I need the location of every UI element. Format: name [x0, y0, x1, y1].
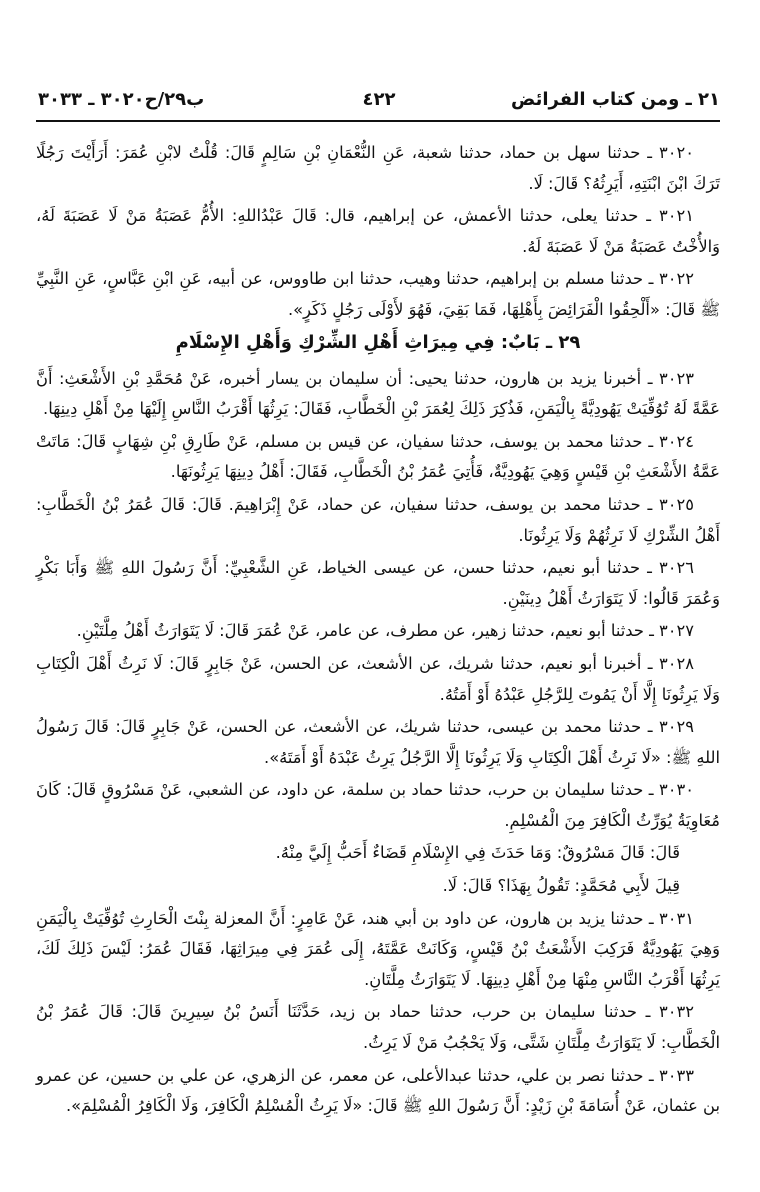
- hadith-3023: ٣٠٢٣ ـ أخبرنا يزيد بن هارون، حدثنا يحيى: أن سليمان بن يسار أخبره، عَنْ مُحَمَّدِ بْنِ الأَشْعَثِ: أَنَّ عَمَّةً لَهُ تُوُفِّيَتْ يَهُودِيَّةً بِالْيَمَنِ، فَذُكِرَ ذَلِكَ لِعُمَرَ بْنِ الْخَطَّابِ، فَقَالَ: يَرِثُهَا أَقْرَبُ النَّاسِ إِلَيْهَا مِنْ أَهْلِ دِينِهَا.: [36, 368, 720, 419]
- page-header: [38, 84, 720, 114]
- header-rule: [36, 120, 720, 122]
- chapter-title: ٢٩ ـ بَابٌ: فِي مِيرَاثِ أَهْلِ الشِّرْكِ وَأَهْلِ الإِسْلَامِ: [175, 331, 581, 353]
- hadith-3027: ٣٠٢٧ ـ حدثنا أبو نعيم، حدثنا زهير، عن مطرف، عن عامر، عَنْ عُمَرَ قَالَ: لَا يَتَوَارَثُ أَهْلُ مِلَّتَيْنِ.: [76, 621, 694, 641]
- hadith-3020: ٣٠٢٠ ـ حدثنا سهل بن حماد، حدثنا شعبة، عَنِ النُّعْمَانِ بْنِ سَالِمٍ قَالَ: قُلْتُ لابْنِ عُمَرَ: أَرَأَيْتَ رَجُلًا تَرَكَ ابْنَ ابْنَتِهِ، أَيَرِثُهُ؟ قَالَ: لَا.: [36, 143, 720, 193]
- hadith-3026: ٣٠٢٦ ـ حدثنا أبو نعيم، حدثنا حسن، عن عيسى الخياط، عَنِ الشَّعْبِيِّ: أَنَّ رَسُولَ اللهِ ﷺ وَأَبَا بَكْرٍ وَعُمَرَ قَالُوا: لَا يَتَوَارَثُ أَهْلُ دِينَيْنِ.: [36, 558, 720, 608]
- page-number: ٤٢٢: [362, 88, 396, 110]
- hadith-3031: ٣٠٣١ ـ حدثنا يزيد بن هارون، عن داود بن أبي هند، عَنْ عَامِرٍ: أَنَّ المعزلة بِنْتَ الْحَارِثِ تُوُفِّيَتْ بِالْيَمَنِ وَهِيَ يَهُودِيَّةٌ فَرَكِبَ الأَشْعَثُ بْنُ قَيْسٍ، وَكَانَتْ عَمَّتَهُ، إِلَى عُمَرَ فِي مِيرَاثِهَا، فَقَالَ عُمَرُ: لَيْسَ ذَلِكَ لَكَ، يَرِثُهَا أَقْرَبُ النَّاسِ مِنْهَا مِنْ أَهْلِ دِينِهَا. لَا يَتَوَارَثُ مِلَّتَانِ.: [36, 908, 720, 989]
- hadith-3022: ٣٠٢٢ ـ حدثنا مسلم بن إبراهيم، حدثنا وهيب، حدثنا ابن طاووس، عن أبيه، عَنِ ابْنِ عَبَّاسٍ، عَنِ النَّبِيِّ ﷺ قَالَ: «أَلْحِقُوا الْفَرَائِضَ بِأَهْلِهَا، فَمَا بَقِيَ، فَهُوَ لأَوْلَى رَجُلٍ ذَكَرٍ».: [36, 269, 720, 319]
- hadith-3028: ٣٠٢٨ ـ أخبرنا أبو نعيم، حدثنا شريك، عن الأشعث، عن الحسن، عَنْ جَابِرٍ قَالَ: لَا نَرِثُ أَهْلَ الْكِتَابِ وَلَا يَرِثُونَا إِلَّا أَنْ يَمُوتَ لِلرَّجُلِ عَبْدُهُ أَوْ أَمَتُهُ.: [36, 653, 720, 704]
- hadith-3032: ٣٠٣٢ ـ حدثنا سليمان بن حرب، حدثنا حماد بن زيد، حَدَّثَنَا أَنَسُ بْنُ سِيرِينَ قَالَ: قَالَ عُمَرُ بْنُ الْخَطَّابِ: لَا يَتَوَارَثُ مِلَّتَانِ شَتَّى، وَلَا يَحْجُبُ مَنْ لَا يَرِثُ.: [36, 1002, 720, 1053]
- hadith-range: ب٢٩/ح٣٠٢٠ ـ ٣٠٣٣: [38, 88, 205, 110]
- chapter-heading: ٢١ ـ ومن كتاب الفرائض: [511, 88, 720, 110]
- hadith-3021: ٣٠٢١ ـ حدثنا يعلى، حدثنا الأعمش، عن إبراهيم، قال: قَالَ عَبْدُاللهِ: الأُمُّ عَصَبَةُ مَنْ لَا عَصَبَةَ لَهُ، وَالأُخْتُ عَصَبَةُ مَنْ لَا عَصَبَةَ لَهُ.: [36, 206, 720, 256]
- hadith-3024: ٣٠٢٤ ـ حدثنا محمد بن يوسف، حدثنا سفيان، عن قيس بن مسلم، عَنْ طَارِقِ بْنِ شِهَابٍ قَالَ: مَاتَتْ عَمَّةُ الأَشْعَثِ بْنِ قَيْسٍ وَهِيَ يَهُودِيَّةٌ، فَأُتِيَ عُمَرُ بْنُ الْخَطَّابِ، فَقَالَ: أَهْلُ دِينِهَا يَرِثُونَهَا.: [36, 431, 720, 482]
- hadith-3030-comment: قَالَ: قَالَ مَسْرُوقٌ: وَمَا حَدَثَ فِي الإِسْلَامِ قَضَاءٌ أَحَبُّ إِلَيَّ مِنْهُ.: [275, 843, 680, 863]
- hadith-3033: ٣٠٣٣ ـ حدثنا نصر بن علي، حدثنا عبدالأعلى، عن معمر، عن الزهري، عن علي بن حسين، عن عمرو بن عثمان، عَنْ أُسَامَةَ بْنِ زَيْدٍ: أَنَّ رَسُولَ اللهِ ﷺ قَالَ: «لَا يَرِثُ الْمُسْلِمُ الْكَافِرَ، وَلَا الْكَافِرُ الْمُسْلِمَ».: [36, 1065, 720, 1116]
- hadith-3030: ٣٠٣٠ ـ حدثنا سليمان بن حرب، حدثنا حماد بن سلمة، عن داود، عن الشعبي، عَنْ مَسْرُوقٍ قَالَ: كَانَ مُعَاوِيَةُ يُوَرِّثُ الْكَافِرَ مِنَ الْمُسْلِمِ.: [36, 780, 720, 830]
- page-content: [36, 138, 720, 1124]
- hadith-3025: ٣٠٢٥ ـ حدثنا محمد بن يوسف، حدثنا سفيان، عن حماد، عَنْ إِبْرَاهِيمَ. قَالَ: قَالَ عُمَرُ بْنُ الْخَطَّابِ: أَهْلُ الشِّرْكِ لَا نَرِثُهُمْ وَلَا يَرِثُونَا.: [36, 494, 720, 545]
- hadith-3030-question: قِيلَ لأَبِي مُحَمَّدٍ: تَقُولُ بِهَذَا؟ قَالَ: لَا.: [442, 876, 680, 896]
- hadith-3029: ٣٠٢٩ ـ حدثنا محمد بن عيسى، حدثنا شريك، عن الأشعث، عن الحسن، عَنْ جَابِرٍ قَالَ: قَالَ رَسُولُ اللهِ ﷺ: «لَا نَرِثُ أَهْلَ الْكِتَابِ وَلَا يَرِثُونَا إِلَّا الرَّجُلُ يَرِثُ عَبْدَهُ أَوْ أَمَتَهُ».: [36, 717, 720, 767]
